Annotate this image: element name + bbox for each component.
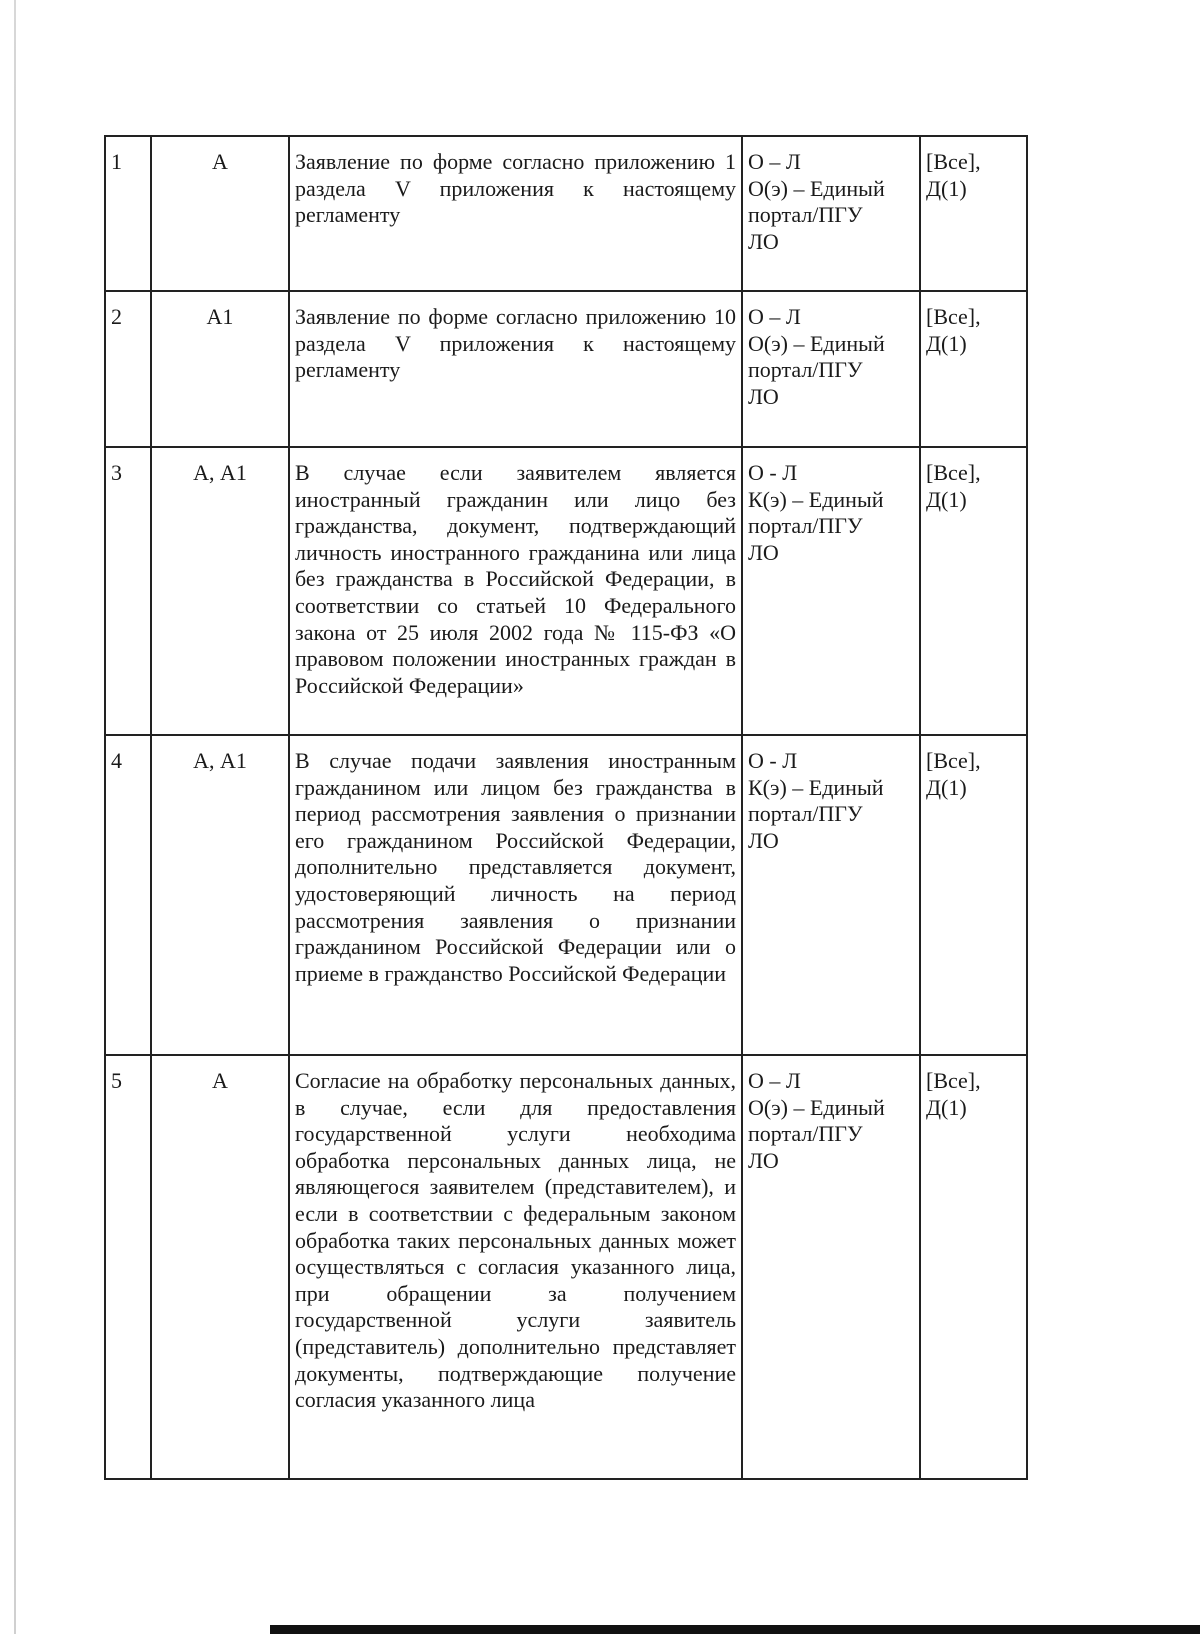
form-line: О – Л — [748, 1068, 801, 1093]
tag-line: [Все], — [926, 304, 981, 329]
row-number: 4 — [105, 735, 151, 1055]
form-line: портал/ПГУ — [748, 513, 863, 539]
row-number: 1 — [105, 136, 151, 291]
document-description: Согласие на обработку персональных данных, в случае, если для предоставления государственной услуги необходима обработка персональных данных лица, не являющегося заявителем (представителем), и если в соответствии с федеральным законом обработка таких персональных данных может осуществляться с согласия указанного лица, при обращении за получением государственной услуги заявитель (представитель) дополнительно представляет документы, подтверждающие получение согласия указанного лица — [289, 1055, 742, 1479]
row-number: 2 — [105, 291, 151, 447]
form-line: О – Л — [748, 304, 801, 329]
table-row — [105, 1055, 1027, 1479]
tag-line: [Все], — [926, 460, 981, 485]
tag-line: [Все], — [926, 149, 981, 174]
tag-line: Д(1) — [926, 486, 967, 512]
form-line: О - Л — [748, 748, 798, 773]
form-line: О – Л — [748, 149, 801, 174]
form-line: О - Л — [748, 460, 798, 485]
scan-edge-left — [14, 0, 16, 1634]
form-line: К(э) – Единый — [748, 774, 884, 800]
scan-edge-bottom — [270, 1625, 1200, 1634]
tag-line: Д(1) — [926, 175, 967, 201]
form-line: портал/ПГУ — [748, 801, 863, 827]
requirement-tag — [920, 735, 1027, 1055]
row-number: 3 — [105, 447, 151, 735]
tag-line: [Все], — [926, 1068, 981, 1093]
applicant-category: А, А1 — [151, 735, 289, 1055]
tag-line: Д(1) — [926, 330, 967, 356]
form-line: О(э) – Единый — [748, 175, 885, 201]
applicant-category: А, А1 — [151, 447, 289, 735]
form-line: ЛО — [748, 827, 779, 853]
form-line: портал/ПГУ — [748, 1121, 863, 1147]
document-description: В случае если заявителем является иностранный гражданин или лицо без гражданства, документ, подтверждающий личность иностранного гражданина или лица без гражданства в Российской Федерации, в соответствии со статьей 10 Федерального закона от 25 июля 2002 года № 115-ФЗ «О правовом положении иностранных граждан в Российской Федерации» — [289, 447, 742, 735]
form-line: ЛО — [748, 539, 779, 565]
applicant-category: А1 — [151, 291, 289, 447]
form-line: О(э) – Единый — [748, 330, 885, 356]
form-line: ЛО — [748, 1147, 779, 1173]
form-line: портал/ПГУ — [748, 202, 863, 228]
submission-form — [742, 136, 920, 291]
document-description: Заявление по форме согласно приложению 10 раздела V приложения к настоящему регламенту — [289, 291, 742, 447]
requirement-tag — [920, 136, 1027, 291]
table-row — [105, 447, 1027, 735]
row-number: 5 — [105, 1055, 151, 1479]
applicant-category: А — [151, 136, 289, 291]
document-description: Заявление по форме согласно приложению 1 раздела V приложения к настоящему регламенту — [289, 136, 742, 291]
form-line: портал/ПГУ — [748, 357, 863, 383]
documents-table — [104, 135, 1028, 1480]
form-line: ЛО — [748, 228, 779, 254]
tag-line: [Все], — [926, 748, 981, 773]
tag-line: Д(1) — [926, 1094, 967, 1120]
submission-form — [742, 447, 920, 735]
table-row — [105, 136, 1027, 291]
submission-form — [742, 291, 920, 447]
requirement-tag — [920, 1055, 1027, 1479]
requirement-tag — [920, 447, 1027, 735]
requirement-tag — [920, 291, 1027, 447]
form-line: ЛО — [748, 383, 779, 409]
table-row — [105, 291, 1027, 447]
table-row — [105, 735, 1027, 1055]
tag-line: Д(1) — [926, 774, 967, 800]
submission-form — [742, 1055, 920, 1479]
submission-form — [742, 735, 920, 1055]
document-description: В случае подачи заявления иностранным гражданином или лицом без гражданства в период рассмотрения заявления о признании его гражданином Российской Федерации, дополнительно представляется документ, удостоверяющий личность на период рассмотрения заявления о признании гражданином Российской Федерации или о приеме в гражданство Российской Федерации — [289, 735, 742, 1055]
form-line: О(э) – Единый — [748, 1094, 885, 1120]
applicant-category: А — [151, 1055, 289, 1479]
form-line: К(э) – Единый — [748, 486, 884, 512]
